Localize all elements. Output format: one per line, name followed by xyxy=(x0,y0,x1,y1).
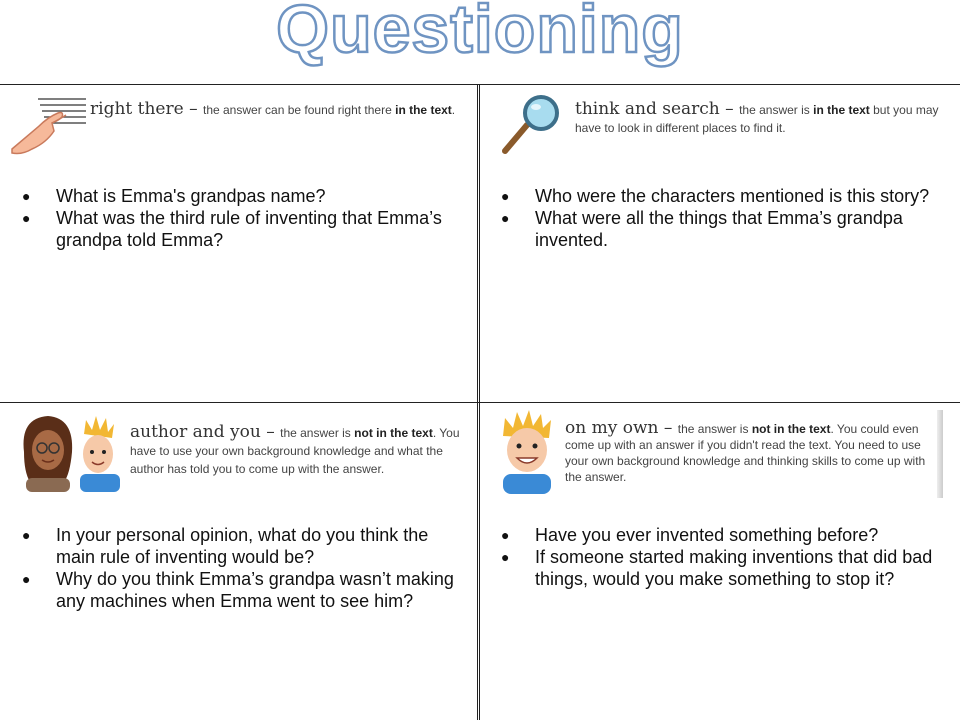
desc-text: the answer is xyxy=(739,103,814,117)
desc-bold: in the text xyxy=(813,103,870,117)
page-title-svg xyxy=(0,0,960,80)
heading-think-and-search: think and search xyxy=(575,99,720,119)
header-right-there xyxy=(90,99,470,119)
question-item: ● In your personal opinion, what do you think the main rule of inventing would be? xyxy=(22,524,472,568)
heading-author-and-you: author and you xyxy=(130,422,261,442)
heading-right-there: right there xyxy=(90,99,184,119)
pointing-hand-icon xyxy=(8,91,88,157)
quadrant-on-my-own xyxy=(481,404,960,720)
question-item: ● What is Emma's grandpas name? xyxy=(22,185,468,207)
grid-line-vertical xyxy=(477,84,480,720)
desc-bold: not in the text xyxy=(751,422,831,436)
desc-right-there xyxy=(203,103,455,117)
quadrant-right-there xyxy=(0,85,476,401)
question-item: ● What were all the things that Emma’s grandpa invented. xyxy=(501,207,957,251)
heading-dash: – xyxy=(658,418,678,438)
magnifying-glass-icon xyxy=(499,93,567,157)
desc-text: the answer is xyxy=(677,422,752,436)
header-on-my-own xyxy=(565,420,941,485)
heading-on-my-own: on my own xyxy=(565,418,659,438)
header-author-and-you xyxy=(130,424,470,478)
header-think-and-search xyxy=(575,101,951,137)
question-item: ● Why do you think Emma’s grandpa wasn’t making any machines when Emma went to see him? xyxy=(22,568,472,612)
question-list-right-there xyxy=(22,185,468,251)
desc-bold: not in the text xyxy=(354,426,433,440)
heading-dash: – xyxy=(719,99,740,119)
desc-text: but you may have to look in different places to find it. xyxy=(575,103,939,135)
question-list-think-and-search xyxy=(501,185,957,251)
heading-dash: – xyxy=(260,422,281,442)
question-item: ● Who were the characters mentioned is this story? xyxy=(501,185,957,207)
desc-text: . xyxy=(451,103,456,117)
page-title-area xyxy=(0,0,960,80)
question-grid xyxy=(0,84,960,720)
desc-text: . You could even come up with an answer if you didn't read the text. You need to use your own background knowledge and thinking skills to come up with the answer. xyxy=(565,422,926,484)
question-item: ● Have you ever invented something before? xyxy=(501,524,957,546)
question-item: ● What was the third rule of inventing that Emma’s grandpa told Emma? xyxy=(22,207,468,251)
desc-bold: in the text xyxy=(395,103,452,117)
desc-text: the answer can be found right there xyxy=(202,103,396,117)
heading-dash: – xyxy=(183,99,203,119)
quadrant-author-and-you xyxy=(0,404,476,720)
question-list-author-and-you xyxy=(22,524,472,612)
question-item: ● If someone started making inventions that did bad things, would you make something to stop it? xyxy=(501,546,957,590)
quadrant-think-and-search xyxy=(481,85,960,401)
page-title: Questioning xyxy=(276,0,684,67)
boy-face-icon xyxy=(495,410,559,494)
desc-text: . You have to use your own background knowledge and what the author has told you to come up with the answer. xyxy=(130,426,460,476)
two-children-icon xyxy=(20,412,128,492)
question-list-on-my-own xyxy=(501,524,957,590)
desc-text: the answer is xyxy=(280,426,355,440)
grid-line-middle xyxy=(0,402,960,403)
